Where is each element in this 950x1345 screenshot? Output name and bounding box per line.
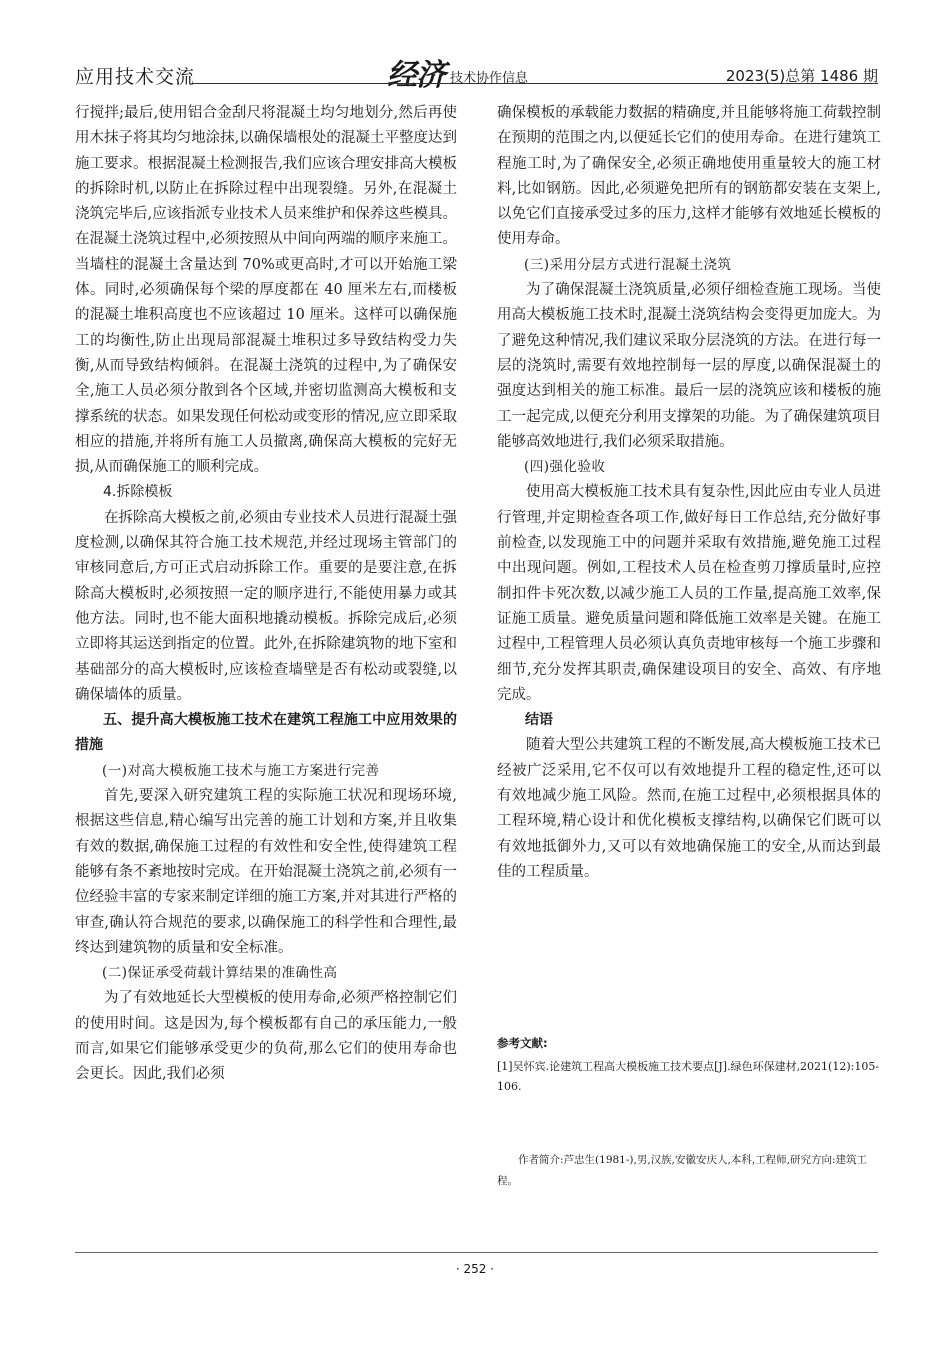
paragraph: 随着大型公共建筑工程的不断发展,高大模板施工技术已经被广泛采用,它不仅可以有效地提升工程的稳定性,还可以有效地减少施工风险。然而,在施工过程中,必须根据具体的工程环境,精心设计和优化模板支撑结构,以确保它们既可以有效地抵御外力,又可以有效地确保施工的安全,从而达到最佳的工程质量。 bbox=[497, 737, 881, 880]
right-column bbox=[497, 101, 881, 885]
paragraph: 在拆除高大模板之前,必须由专业技术人员进行混凝土强度检测,以确保其符合施工技术规范,并经过现场主管部门的审核同意后,方可正式启动拆除工作。重要的是要注意,在拆除高大模板时,必须按照一定的顺序进行,不能使用暴力或其他方法。同时,也不能大面积地撬动模板。拆除完成后,必须立即将其运送到指定的位置。此外,在拆除建筑物的地下室和基础部分的高大模板时,应该检查墙壁是否有松动或裂缝,以确保墙体的质量。 bbox=[75, 509, 457, 703]
page-header bbox=[75, 50, 878, 93]
reference-item: [1]吴怀宾.论建筑工程高大模板施工技术要点[J].绿色环保建材,2021(12):105-106. bbox=[497, 1060, 880, 1093]
issue-number: 2023(5)总第 1486 期 bbox=[725, 67, 878, 85]
subsection-heading: (四)强化验收 bbox=[524, 459, 606, 476]
conclusion-heading: 结语 bbox=[525, 712, 553, 729]
journal-section-label: 应用技术交流 bbox=[75, 66, 196, 88]
references-title: 参考文献: bbox=[497, 1036, 548, 1050]
subsection-heading: (三)采用分层方式进行混凝土浇筑 bbox=[524, 256, 732, 273]
paragraph: 为了有效地延长大型模板的使用寿命,必须严格控制它们的使用时间。这是因为,每个模板都有自己的承压能力,一般而言,如果它们能够承受更少的负荷,那么它们的使用寿命也会更长。因此,我们必须 bbox=[75, 990, 457, 1083]
paragraph: 首先,要深入研究建筑工程的实际施工状况和现场环境,根据这些信息,精心编写出完善的施工计划和方案,并且收集有效的数据,确保施工过程的有效性和安全性,使得建筑工程能够有条不紊地按时完成。在开始混凝土浇筑之前,必须有一位经验丰富的专家来制定详细的施工方案,并对其进行严格的审查,确认符合规范的要求,以确保施工的科学性和合理性,最终达到建筑物的质量和安全标准。 bbox=[75, 788, 457, 956]
header-divider bbox=[192, 83, 878, 84]
references bbox=[497, 1033, 881, 1097]
subsection-heading: (一)对高大模板施工技术与施工方案进行完善 bbox=[102, 762, 380, 779]
paragraph: 使用高大模板施工技术具有复杂性,因此应由专业人员进行管理,并定期检查各项工作,做好每日工作总结,充分做好事前检查,以发现施工中的问题并采取有效措施,避免施工过程中出现问题。例如,工程技术人员在检查剪刀撑质量时,应控制扣件卡死次数,以减少施工人员的工作量,提高施工效率,保证施工质量。避免质量问题和降低施工效率是关键。在施工过程中,工程管理人员必须认真负责地审核每一个施工步骤和细节,充分发挥其职责,确保建设项目的安全、高效、有序地完成。 bbox=[497, 484, 881, 703]
paragraph: 为了确保混凝土浇筑质量,必须仔细检查施工现场。当使用高大模板施工技术时,混凝土浇筑结构会变得更加庞大。为了避免这种情况,我们建议采取分层浇筑的方法。在进行每一层的浇筑时,需要有效地控制每一层的厚度,以确保混凝土的强度达到相关的施工标准。最后一层的浇筑应该和楼板的施工一起完成,以便充分利用支撑架的功能。为了确保建筑项目能够高效地进行,我们必须采取措施。 bbox=[497, 282, 881, 450]
subsection-heading: 4.拆除模板 bbox=[103, 484, 173, 501]
author-note: 作者简介:芦忠生(1981-),男,汉族,安徽安庆人,本科,工程师,研究方向:建筑工程。 bbox=[497, 1154, 868, 1187]
section-heading: 五、提升高大模板施工技术在建筑工程施工中应用效果的措施 bbox=[75, 712, 457, 754]
left-column bbox=[75, 101, 457, 1088]
subsection-heading: (二)保证承受荷载计算结果的准确性高 bbox=[102, 965, 338, 982]
paragraph: 行搅拌;最后,使用铝合金刮尺将混凝土均匀地划分,然后再使用木抹子将其均匀地涂抹,以确保墙根处的混凝土平整度达到施工要求。根据混凝土检测报告,我们应该合理安排高大模板的拆除时机,以防止在拆除过程中出现裂缝。另外,在混凝土浇筑完毕后,应该指派专业技术人员来维护和保养这些模具。在混凝土浇筑过程中,必须按照从中间向两端的顺序来施工。当墙柱的混凝土含量达到 70%或更高时,才可以开始施工梁体。同时,必须确保每个梁的厚度都在 40 厘米左右,而楼板的混凝土堆积高度也不应该超过 10 厘米。这样可以确保施工的均衡性,防止出现局部混凝土堆积过多导致结构受力失衡,从而导致结构倾斜。在混凝土浇筑的过程中,为了确保安全,施工人员必须分散到各个区域,并密切监测高大模板和支撑系统的状态。如果发现任何松动或变形的情况,应立即采取相应的措施,并将所有施工人员撤离,确保高大模板的完好无损,从而确保施工的顺利完成。 bbox=[75, 105, 457, 476]
footer-divider bbox=[75, 1252, 878, 1253]
paragraph: 确保模板的承载能力数据的精确度,并且能够将施工荷载控制在预期的范围之内,以便延长它们的使用寿命。在进行建筑工程施工时,为了确保安全,必须正确地使用重量较大的施工材料,比如钢筋。因此,必须避免把所有的钢筋都安装在支架上,以免它们直接承受过多的压力,这样才能够有效地延长模板的使用寿命。 bbox=[497, 105, 881, 248]
journal-name: 技术协作信息 bbox=[450, 71, 529, 86]
journal-logo: 经济 bbox=[387, 58, 445, 93]
page-number: · 252 · bbox=[455, 1262, 495, 1276]
